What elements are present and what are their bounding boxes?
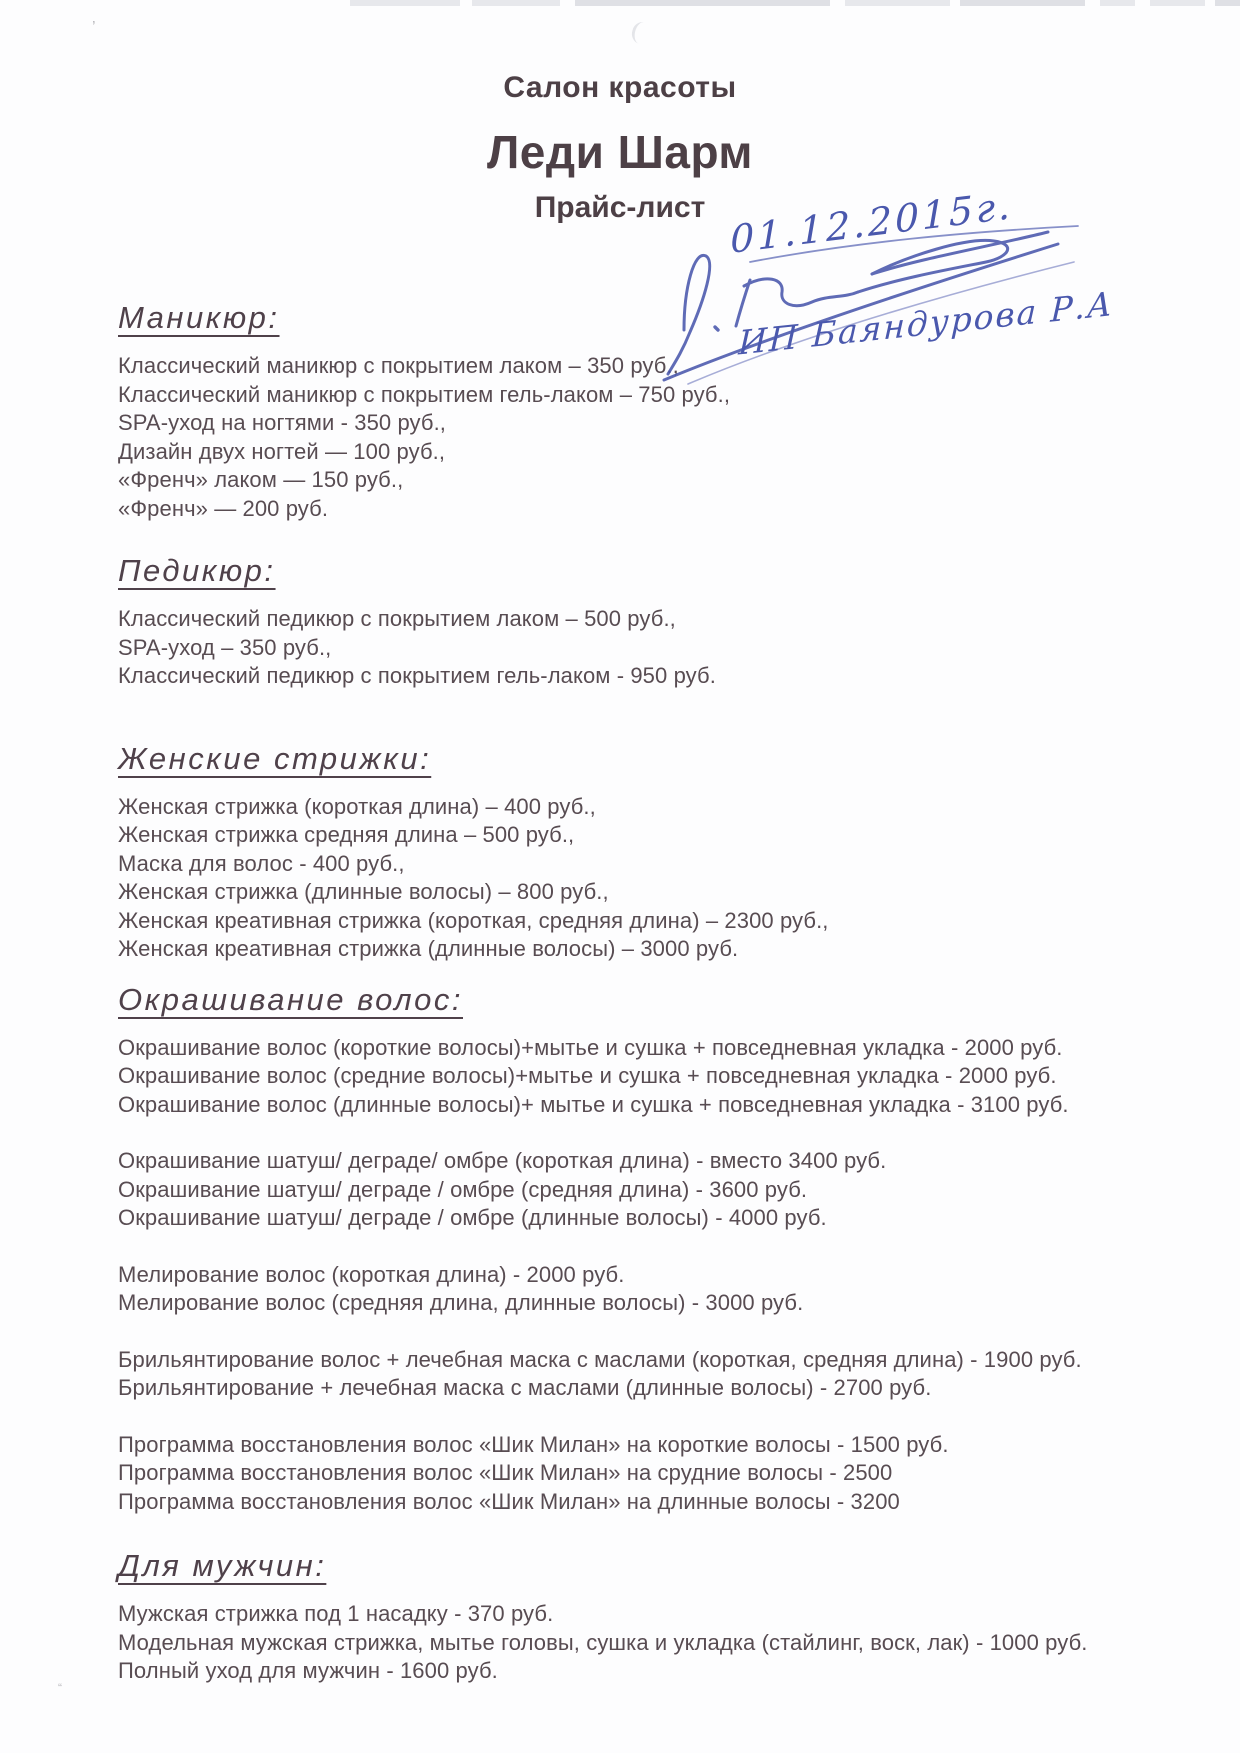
section-heading-pedicure: Педикюр: <box>118 553 276 588</box>
price-item: SPA-уход – 350 руб., <box>118 634 332 660</box>
section-pedicure <box>118 551 1150 691</box>
section-for-men <box>118 1546 1150 1686</box>
price-item: Женская стрижка средняя длина – 500 руб., <box>118 822 575 847</box>
price-item: Дизайн двух ногтей — 100 руб., <box>118 438 446 464</box>
price-item: Окрашивание волос (длинные волосы)+ мытье и сушка + повседневная укладка - 3100 руб. <box>118 1091 1069 1117</box>
section-heading-for-men: Для мужчин: <box>118 1548 327 1583</box>
price-item: Брильянтирование волос + лечебная маска с маслами (короткая, средняя длина) - 1900 руб. <box>118 1346 1082 1372</box>
handwritten-entrepreneur-line: ИП Баяндурова Р.А <box>737 283 1115 363</box>
price-item: SPA-уход на ногтями - 350 руб., <box>118 410 447 435</box>
price-item: «Френч» лаком — 150 руб., <box>118 467 404 492</box>
handwritten-date: 01.12.2015г. <box>729 183 1014 262</box>
price-item: Окрашивание волос (короткие волосы)+мытье и сушка + повседневная укладка - 2000 руб. <box>118 1034 1063 1060</box>
section-hair-coloring <box>118 980 1150 1517</box>
price-item: Женская креативная стрижка (короткая, средняя длина) – 2300 руб., <box>118 907 829 933</box>
price-group <box>118 605 1150 691</box>
price-item: Модельная мужская стрижка, мытье головы, сушка и укладка (стайлинг, воск, лак) - 1000 руб. <box>118 1629 1088 1655</box>
price-group <box>118 1346 1150 1403</box>
price-group <box>118 1034 1150 1120</box>
price-item: Программа восстановления волос «Шик Милан» на длинные волосы - 3200 <box>118 1488 900 1514</box>
salon-name-title: Леди Шарм <box>487 126 753 178</box>
price-item: Мужская стрижка под 1 насадку - 370 руб. <box>118 1601 554 1626</box>
price-item: Классический маникюр с покрытием лаком – 350 руб., <box>118 353 679 378</box>
price-group <box>118 1600 1150 1686</box>
section-heading-women-haircuts: Женские стрижки: <box>118 740 432 776</box>
scan-speck: ’ <box>92 19 96 36</box>
price-group <box>118 1431 1150 1517</box>
price-item: Окрашивание шатуш/ деграде/ омбре (короткая длина) - вместо 3400 руб. <box>118 1148 887 1173</box>
price-item: Мелирование волос (короткая длина) - 2000 руб. <box>118 1261 625 1287</box>
section-heading-hair-coloring: Окрашивание волос: <box>118 981 463 1017</box>
scan-artifact-top <box>0 0 1240 8</box>
price-item: Окрашивание волос (средние волосы)+мытье и сушка + повседневная укладка - 2000 руб. <box>118 1063 1057 1088</box>
price-item: Полный уход для мужчин - 1600 руб. <box>118 1658 498 1683</box>
price-item: Женская стрижка (длинные волосы) – 800 руб., <box>118 879 609 904</box>
price-item: Окрашивание шатуш/ деграде / омбре (длинные волосы) - 4000 руб. <box>118 1205 827 1230</box>
price-item: Программа восстановления волос «Шик Милан» на короткие волосы - 1500 руб. <box>118 1431 949 1457</box>
price-list-title: Прайс-лист <box>534 191 706 224</box>
section-manicure <box>118 298 1150 523</box>
scan-speck: “ <box>58 1681 62 1695</box>
section-heading-manicure: Маникюр: <box>118 300 280 335</box>
price-sections <box>118 298 1150 1686</box>
salon-type-title: Салон красоты <box>503 71 737 104</box>
price-group <box>118 1261 1150 1318</box>
price-group <box>118 352 1150 523</box>
price-item: Программа восстановления волос «Шик Милан» на срудние волосы - 2500 <box>118 1460 893 1485</box>
price-item: Брильянтирование + лечебная маска с маслами (длинные волосы) - 2700 руб. <box>118 1375 932 1400</box>
price-item: Классический педикюр с покрытием лаком – 500 руб., <box>118 606 676 631</box>
price-item: Окрашивание шатуш/ деграде / омбре (средняя длина) - 3600 руб. <box>118 1176 808 1202</box>
section-women-haircuts <box>118 739 1150 964</box>
price-group <box>118 1147 1150 1233</box>
price-group <box>118 793 1150 964</box>
price-item: Классический маникюр с покрытием гель-лаком – 750 руб., <box>118 381 731 407</box>
document-header <box>0 0 1240 226</box>
price-item: Мелирование волос (средняя длина, длинные волосы) - 3000 руб. <box>118 1290 804 1315</box>
price-item: Маска для волос - 400 руб., <box>118 850 405 876</box>
price-item: Женская стрижка (короткая длина) – 400 руб., <box>118 793 596 819</box>
price-item: «Френч» — 200 руб. <box>118 495 329 521</box>
price-item: Женская креативная стрижка (длинные волосы) – 3000 руб. <box>118 936 739 961</box>
price-item: Классический педикюр с покрытием гель-лаком - 950 руб. <box>118 663 716 688</box>
